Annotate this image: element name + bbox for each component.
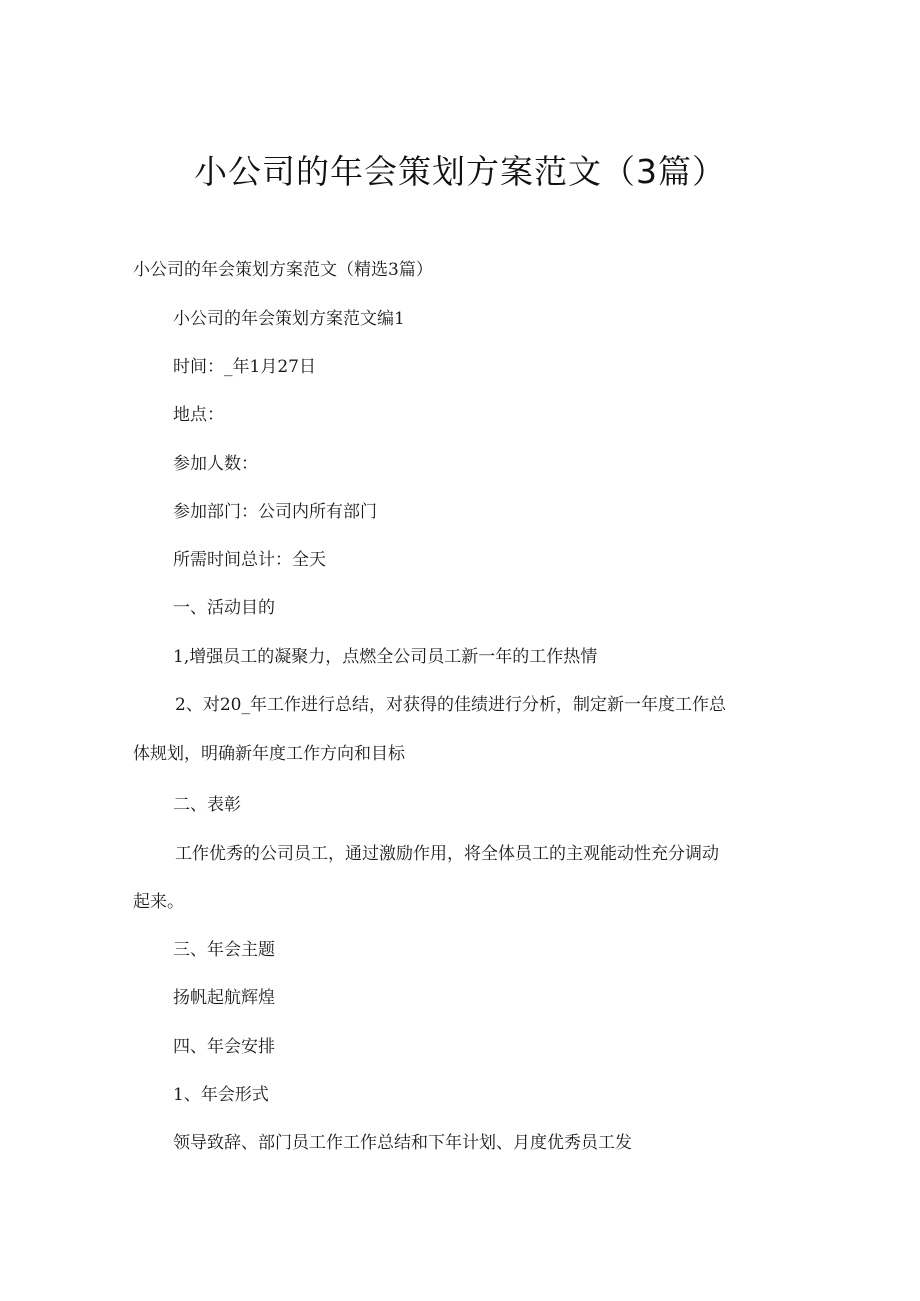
- arrangement-sub-heading: 1、年会形式: [173, 1085, 269, 1105]
- purpose-item-1: 1,增强员工的凝聚力，点燃全公司员工新一年的工作热情: [173, 647, 598, 667]
- section-heading: 小公司的年会策划方案范文编1: [173, 309, 405, 329]
- info-place: 地点：: [173, 405, 224, 425]
- info-time: 时间：_年1月27日: [173, 357, 316, 377]
- arrangement-heading: 四、年会安排: [173, 1037, 275, 1057]
- document-title: 小公司的年会策划方案范文（3篇）: [194, 152, 726, 191]
- purpose-heading: 一、活动目的: [173, 598, 275, 618]
- commendation-text-line-1: 工作优秀的公司员工，通过激励作用，将全体员工的主观能动性充分调动: [175, 844, 719, 864]
- theme-heading: 三、年会主题: [173, 940, 275, 960]
- document-subtitle: 小公司的年会策划方案范文（精选3篇）: [133, 260, 433, 280]
- purpose-item-2-line-2: 体规划，明确新年度工作方向和目标: [133, 744, 405, 764]
- commendation-text-line-2: 起来。: [133, 892, 184, 912]
- info-duration: 所需时间总计：全天: [173, 550, 326, 570]
- info-departments: 参加部门：公司内所有部门: [173, 502, 377, 522]
- arrangement-text: 领导致辞、部门员工作工作总结和下年计划、月度优秀员工发: [173, 1133, 632, 1153]
- theme-text: 扬帆起航辉煌: [173, 988, 275, 1008]
- commendation-heading: 二、表彰: [173, 795, 241, 815]
- purpose-item-2-line-1: 2、对20_年工作进行总结，对获得的佳绩进行分析，制定新一年度工作总: [175, 695, 726, 715]
- info-attendees: 参加人数：: [173, 454, 258, 474]
